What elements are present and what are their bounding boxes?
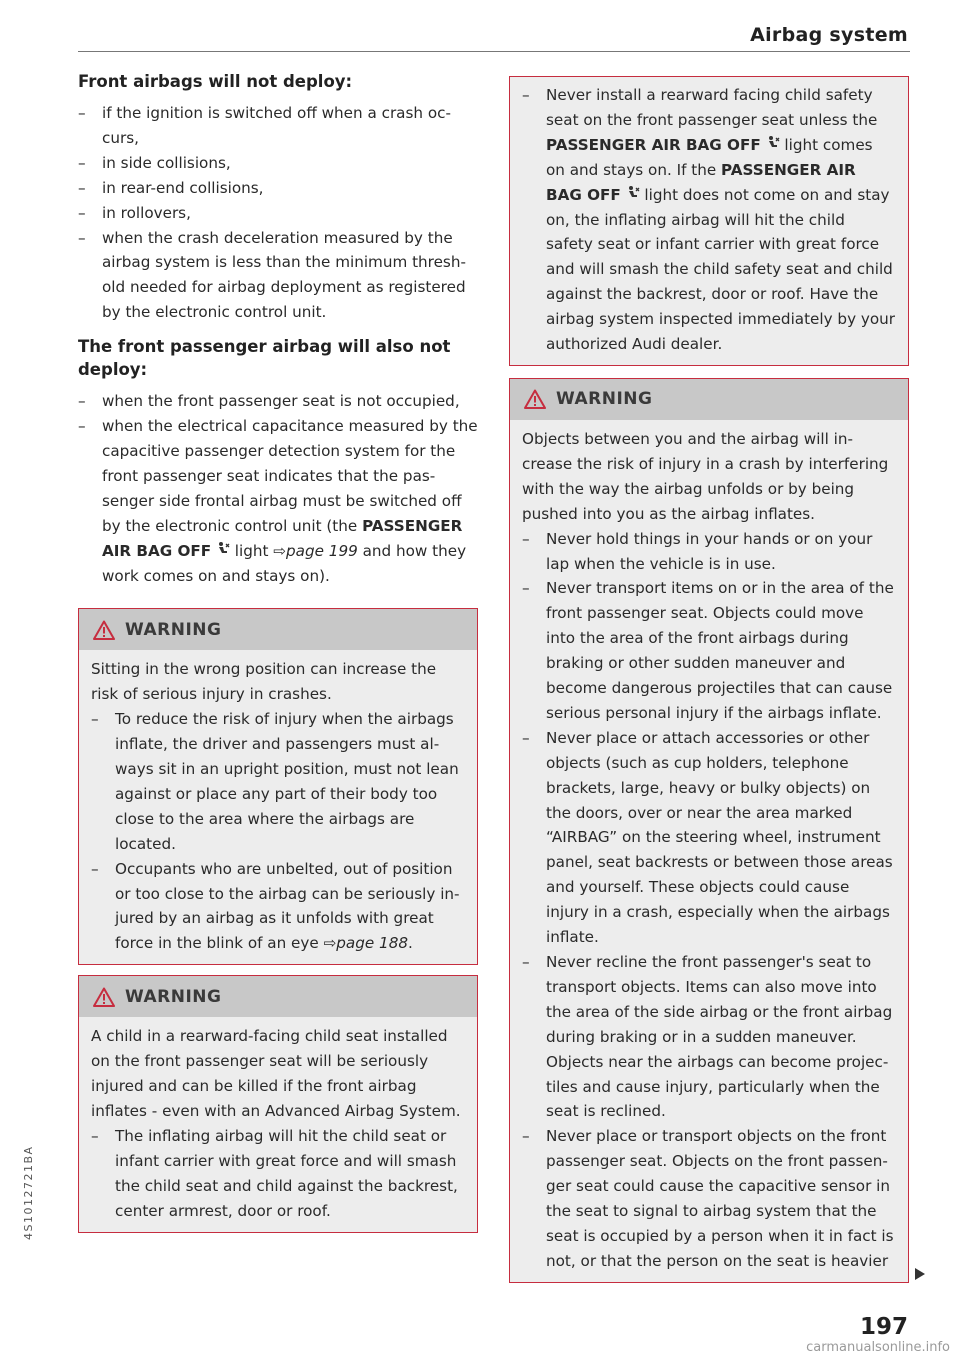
passenger-airbag-off-icon [626,186,640,204]
warning-header [79,976,477,1017]
header-rule [78,51,910,52]
warning-list [91,1124,465,1224]
right-column [509,76,909,1283]
passenger-airbag-section [78,335,478,588]
warning-box-sitting-position [78,608,478,965]
warning-title: WARNING [556,389,653,410]
passenger-airbag-list [78,389,478,588]
warning-title: WARNING [125,986,222,1007]
list-item: – in side collisions, [78,151,478,176]
list-item: – Never hold things in your hands or on your lap when the vehicle is in use. [522,527,896,577]
passenger-air-bag-off-label: PASSENGER AIR BAG OFF [102,516,463,560]
passenger-airbag-heading: The front passenger airbag will also not deploy: [78,337,451,380]
warning-header [510,379,908,420]
list-item: – when the electrical capacitance measured by the capacitive passenger detection system for the front passenger seat indicates that the passenger side frontal airbag must be switched off by the electronic control unit (the PASSENGER AIR BAG OFF light ⇨page 199 and how they work comes on and stays on). [78,414,478,588]
page-reference-link[interactable]: page 199 [286,541,358,560]
list-item: – in rear-end collisions, [78,176,478,201]
warning-intro: A child in a rearward-facing child seat installed on the front passenger seat will be seriously injured and can be killed if the front airbag inflates - even with an Advanced Airbag System. [91,1027,461,1120]
passenger-air-bag-off-label: PASSENGER AIR BAG OFF [546,160,856,204]
page-number: 197 [859,1314,908,1340]
list-item: – Never install a rearward facing child safety seat on the front passenger seat unless the PASSENGER AIR BAG OFF light comes on and stays on. If the PASSENGER AIR BAG OFF light does not come on and stay on, the inflating airbag will hit the child safety seat or infant carrier with great force and will smash the child safety seat and child against the backrest, door or roof. Have the airbag system inspected immediately by your authorized Audi dealer. [522,83,896,357]
warning-intro: Sitting in the wrong position can increase the risk of serious injury in crashes. [91,660,437,704]
warning-box-objects [509,378,909,1283]
warning-intro: Objects between you and the airbag will increase the risk of injury in a crash by interfering with the way the airbag unfolds or by being pushed into you as the airbag inflates. [522,429,889,523]
page-ref-arrow-icon: ⇨ [323,934,337,953]
list-item: – Never transport items on or in the area of the front passenger seat. Objects could move into the area of the front airbags during braking or other sudden maneuver and become dangerous projectiles that can cause serious personal injury if the airbags inflate. [522,576,896,725]
list-item: – if the ignition is switched off when a crash occurs, [78,101,478,151]
front-airbags-list [78,101,478,325]
left-column [78,70,478,1233]
list-item: – Occupants who are unbelted, out of position or too close to the airbag can be seriously injured by an airbag as it unfolds with great force in the blink of an eye ⇨page 188. [91,857,465,957]
watermark: carmanualsonline.info [806,1340,950,1355]
warning-body [79,1017,477,1231]
list-item: – Never recline the front passenger's seat to transport objects. Items can also move into the area of the side airbag or the front airbag during braking or in a sudden maneuver. Objects near the airbags can become projectiles and cause injury, particularly when the seat is reclined. [522,950,896,1124]
list-item: – when the front passenger seat is not occupied, [78,389,478,414]
page-ref-arrow-icon: ⇨ [273,541,287,560]
passenger-airbag-off-icon [766,136,780,154]
passenger-air-bag-off-label: PASSENGER AIR BAG OFF [546,135,761,154]
warning-header [79,609,477,650]
warning-body [510,420,908,1282]
list-item: – in rollovers, [78,201,478,226]
list-item: – Never place or attach accessories or other objects (such as cup holders, telephone brackets, large, heavy or bulky objects) on the doors, over or near the area marked “AIRBAG” on the steering wheel, instrument panel, seat backrests or between those areas and yourself. These objects could cause injury in a crash, especially when the airbags inflate. [522,726,896,950]
list-item: – when the crash deceleration measured by the airbag system is less than the minimum threshold needed for airbag deployment as registered by the electronic control unit. [78,226,478,326]
front-airbags-section [78,70,478,325]
warning-triangle-icon [93,620,115,640]
passenger-airbag-off-icon [216,542,230,560]
warning-title: WARNING [125,619,222,640]
page-reference-link[interactable]: page 188 [336,934,409,953]
list-item: – To reduce the risk of injury when the airbags inflate, the driver and passengers must always sit in an upright position, must not lean against or place any part of their body too close to the area where the airbags are located. [91,707,465,856]
warning-list [522,83,896,357]
warning-continuation-box [509,76,909,366]
warning-body [510,77,908,365]
continue-arrow-icon [915,1268,925,1280]
warning-triangle-icon [93,987,115,1007]
warning-triangle-icon [524,389,546,409]
front-airbags-heading: Front airbags will not deploy: [78,72,353,91]
list-item: – Never place or transport objects on the front passenger seat. Objects on the front passenger seat could cause the capacitive sensor in the seat to signal to airbag system that the seat is occupied by a person when it in fact is not, or that the person on the seat is heavier [522,1124,896,1273]
warning-box-child-seat [78,975,478,1232]
list-item: – The inflating airbag will hit the child seat or infant carrier with great force and will smash the child seat and child against the backrest, center armrest, door or roof. [91,1124,465,1224]
warning-list [91,707,465,956]
page-header-title: Airbag system [750,24,908,46]
warning-body [79,650,477,964]
warning-list [522,527,896,1274]
document-code: 4S1012721BA [22,1145,35,1240]
